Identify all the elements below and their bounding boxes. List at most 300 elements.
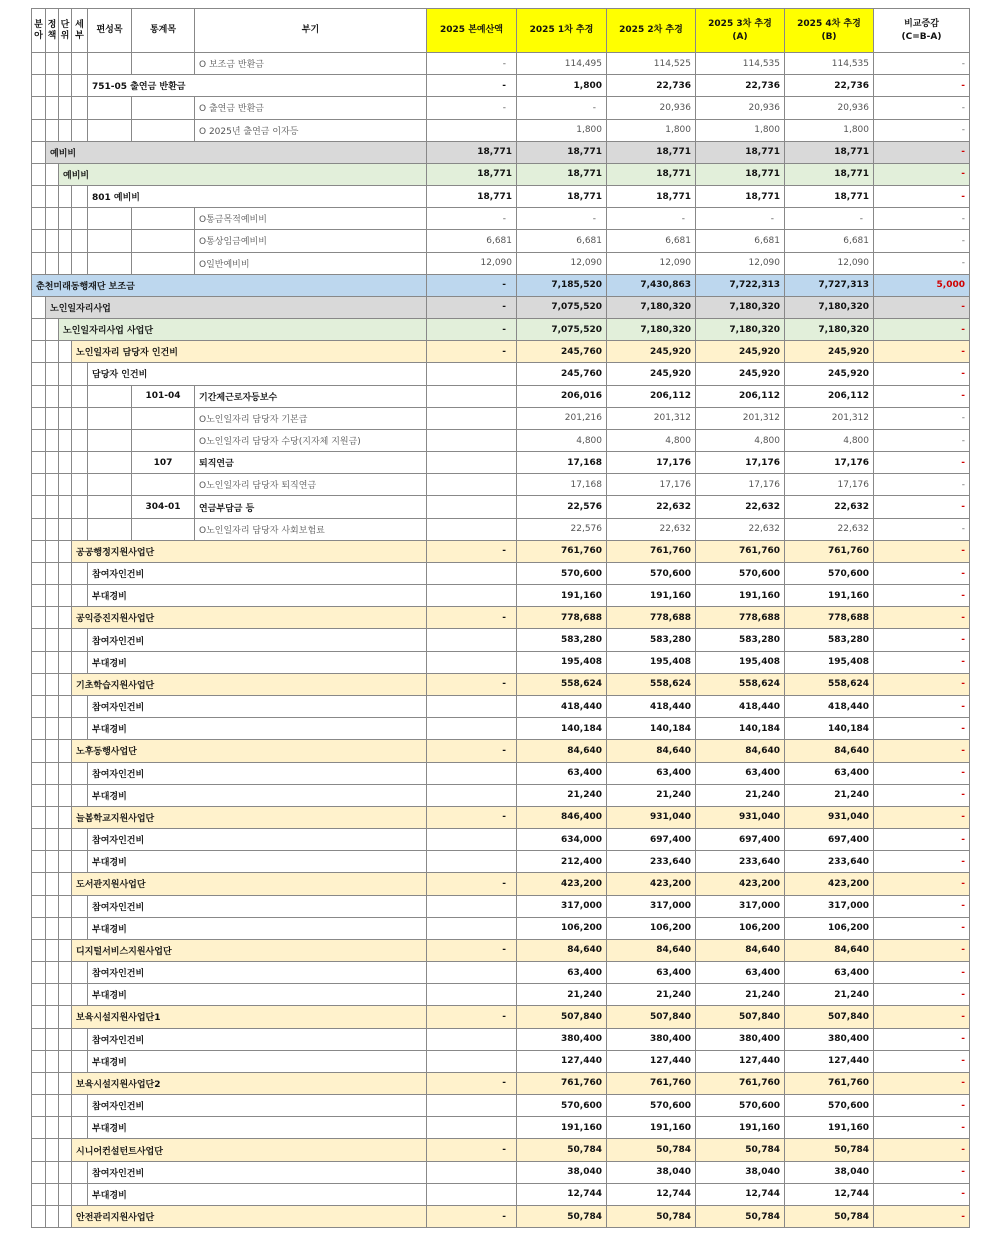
value-supp-2: 22,736	[607, 75, 696, 97]
indent-cell	[72, 984, 88, 1006]
value-budget-original: -	[427, 53, 517, 75]
indent-cell	[46, 917, 59, 939]
table-row	[32, 75, 970, 97]
indent-cell	[32, 562, 46, 584]
indent-cell	[32, 1139, 46, 1161]
value-supp-2: 63,400	[607, 762, 696, 784]
table-row	[32, 452, 970, 474]
value-budget-original: 18,771	[427, 163, 517, 185]
indent-cell	[46, 163, 59, 185]
value-comparison: 5,000	[874, 274, 970, 296]
row-label: O 보조금 반환금	[195, 53, 427, 75]
indent-cell	[59, 695, 72, 717]
indent-cell	[32, 1050, 46, 1072]
value-supp-3: 21,240	[696, 984, 785, 1006]
value-comparison: -	[874, 984, 970, 1006]
table-row	[32, 518, 970, 540]
value-comparison: -	[874, 518, 970, 540]
indent-cell	[46, 673, 59, 695]
indent-cell	[59, 873, 72, 895]
value-budget-original	[427, 452, 517, 474]
indent-cell	[32, 252, 46, 274]
indent-cell	[32, 962, 46, 984]
value-budget-original: 6,681	[427, 230, 517, 252]
value-supp-1: 206,016	[517, 385, 607, 407]
indent-cell	[59, 452, 72, 474]
indent-cell	[32, 984, 46, 1006]
row-label: 예비비	[46, 141, 427, 163]
value-budget-original: 18,771	[427, 186, 517, 208]
value-supp-3: 63,400	[696, 962, 785, 984]
row-label: 디지털서비스지원사업단	[72, 939, 427, 961]
value-supp-2: 7,180,320	[607, 319, 696, 341]
indent-cell	[46, 762, 59, 784]
indent-cell	[46, 585, 59, 607]
value-supp-3: 245,920	[696, 341, 785, 363]
value-supp-2: 931,040	[607, 806, 696, 828]
value-supp-2: 245,920	[607, 341, 696, 363]
value-budget-original	[427, 518, 517, 540]
value-supp-2: 195,408	[607, 651, 696, 673]
value-supp-3: 931,040	[696, 806, 785, 828]
value-supp-4: 18,771	[785, 141, 874, 163]
header-jeongchaek: 정 책	[46, 9, 59, 53]
value-budget-original	[427, 385, 517, 407]
value-supp-1: 245,760	[517, 363, 607, 385]
value-supp-3: 17,176	[696, 452, 785, 474]
value-budget-original: -	[427, 607, 517, 629]
indent-cell	[72, 252, 88, 274]
indent-cell	[46, 208, 59, 230]
value-budget-original: -	[427, 97, 517, 119]
value-supp-2: 18,771	[607, 141, 696, 163]
table-row	[32, 1072, 970, 1094]
value-supp-4: 1,800	[785, 119, 874, 141]
value-supp-3: 233,640	[696, 851, 785, 873]
table-row	[32, 873, 970, 895]
indent-cell	[88, 53, 132, 75]
value-supp-4: 12,090	[785, 252, 874, 274]
table-row	[32, 851, 970, 873]
value-supp-3: 12,090	[696, 252, 785, 274]
value-comparison: -	[874, 673, 970, 695]
value-comparison: -	[874, 429, 970, 451]
indent-cell	[32, 407, 46, 429]
value-supp-3: 191,160	[696, 585, 785, 607]
table-row	[32, 407, 970, 429]
indent-cell	[32, 97, 46, 119]
value-supp-2: 418,440	[607, 695, 696, 717]
row-label: O노인일자리 담당자 퇴직연금	[195, 474, 427, 496]
value-budget-original	[427, 429, 517, 451]
value-supp-4: 380,400	[785, 1028, 874, 1050]
row-label: 기간제근로자등보수	[195, 385, 427, 407]
indent-cell	[59, 829, 72, 851]
value-supp-1: 212,400	[517, 851, 607, 873]
indent-cell	[46, 75, 59, 97]
indent-cell	[46, 695, 59, 717]
value-supp-4: 201,312	[785, 407, 874, 429]
row-label: O노인일자리 담당자 기본급	[195, 407, 427, 429]
header-tonggyemok: 통계목	[132, 9, 195, 53]
row-label: 노인일자리 담당자 인건비	[72, 341, 427, 363]
indent-cell	[32, 1006, 46, 1028]
value-supp-1: 191,160	[517, 1117, 607, 1139]
indent-cell	[32, 1072, 46, 1094]
value-supp-2: 21,240	[607, 984, 696, 1006]
indent-cell	[32, 695, 46, 717]
value-budget-original: -	[427, 673, 517, 695]
value-supp-3: 317,000	[696, 895, 785, 917]
indent-cell	[72, 895, 88, 917]
value-supp-3: 245,920	[696, 363, 785, 385]
row-label: 부대경비	[88, 651, 427, 673]
value-budget-original	[427, 496, 517, 518]
value-comparison: -	[874, 163, 970, 185]
value-supp-1: 50,784	[517, 1139, 607, 1161]
indent-cell	[46, 984, 59, 1006]
value-comparison: -	[874, 607, 970, 629]
indent-cell	[72, 452, 88, 474]
value-supp-1: 63,400	[517, 762, 607, 784]
table-row	[32, 163, 970, 185]
value-supp-1: 7,075,520	[517, 296, 607, 318]
indent-cell	[32, 1095, 46, 1117]
table-row	[32, 252, 970, 274]
indent-cell	[46, 939, 59, 961]
value-supp-4: 778,688	[785, 607, 874, 629]
value-comparison: -	[874, 1050, 970, 1072]
value-supp-1: 4,800	[517, 429, 607, 451]
row-label: 참여자인건비	[88, 1095, 427, 1117]
value-supp-1: 84,640	[517, 740, 607, 762]
indent-cell	[32, 784, 46, 806]
indent-cell	[59, 97, 72, 119]
value-supp-4: 50,784	[785, 1139, 874, 1161]
indent-cell	[72, 496, 88, 518]
value-comparison: -	[874, 962, 970, 984]
value-budget-original	[427, 1161, 517, 1183]
value-supp-1: 507,840	[517, 1006, 607, 1028]
value-supp-1: 1,800	[517, 75, 607, 97]
value-supp-2: 84,640	[607, 939, 696, 961]
row-label: 퇴직연금	[195, 452, 427, 474]
value-supp-2: 191,160	[607, 1117, 696, 1139]
indent-cell	[46, 1139, 59, 1161]
indent-cell	[72, 186, 88, 208]
indent-cell	[59, 740, 72, 762]
value-supp-1: 106,200	[517, 917, 607, 939]
indent-cell	[59, 1205, 72, 1227]
value-supp-1: 761,760	[517, 540, 607, 562]
table-row	[32, 230, 970, 252]
value-supp-1: 245,760	[517, 341, 607, 363]
indent-cell	[32, 474, 46, 496]
value-supp-1: 50,784	[517, 1205, 607, 1227]
value-budget-original	[427, 1050, 517, 1072]
row-label: 참여자인건비	[88, 829, 427, 851]
value-supp-4: 4,800	[785, 429, 874, 451]
indent-cell	[59, 1161, 72, 1183]
indent-cell	[72, 1050, 88, 1072]
statistic-code: 304-01	[132, 496, 195, 518]
row-label: 도서관지원사업단	[72, 873, 427, 895]
value-supp-1: 191,160	[517, 585, 607, 607]
indent-cell	[32, 1205, 46, 1227]
value-supp-2: 778,688	[607, 607, 696, 629]
value-supp-3: 570,600	[696, 562, 785, 584]
header-pyeonseongmok: 편성목	[88, 9, 132, 53]
value-comparison: -	[874, 452, 970, 474]
indent-cell	[59, 496, 72, 518]
indent-cell	[72, 429, 88, 451]
value-supp-4: 317,000	[785, 895, 874, 917]
indent-cell	[32, 895, 46, 917]
indent-cell	[59, 1028, 72, 1050]
value-supp-2: 7,430,863	[607, 274, 696, 296]
row-label: 801 예비비	[88, 186, 427, 208]
value-supp-2: 233,640	[607, 851, 696, 873]
value-budget-original: -	[427, 540, 517, 562]
row-label: 부대경비	[88, 1183, 427, 1205]
value-supp-2: 18,771	[607, 186, 696, 208]
value-supp-4: -	[785, 208, 874, 230]
value-comparison: -	[874, 53, 970, 75]
value-comparison: -	[874, 651, 970, 673]
indent-cell	[59, 75, 72, 97]
value-supp-2: 583,280	[607, 629, 696, 651]
indent-cell	[59, 784, 72, 806]
row-label: 공익증진지원사업단	[72, 607, 427, 629]
value-budget-original	[427, 1028, 517, 1050]
value-supp-4: 583,280	[785, 629, 874, 651]
value-supp-1: 6,681	[517, 230, 607, 252]
value-supp-2: 7,180,320	[607, 296, 696, 318]
indent-cell	[59, 984, 72, 1006]
value-supp-4: 17,176	[785, 452, 874, 474]
row-label: O일반예비비	[195, 252, 427, 274]
value-supp-1: 380,400	[517, 1028, 607, 1050]
table-row	[32, 806, 970, 828]
value-supp-3: 418,440	[696, 695, 785, 717]
value-supp-4: 106,200	[785, 917, 874, 939]
value-budget-original	[427, 917, 517, 939]
value-supp-2: 570,600	[607, 1095, 696, 1117]
header-bunya: 분 아	[32, 9, 46, 53]
table-row	[32, 119, 970, 141]
indent-cell	[32, 496, 46, 518]
row-label: 보육시설지원사업단2	[72, 1072, 427, 1094]
value-budget-original: -	[427, 274, 517, 296]
indent-cell	[32, 762, 46, 784]
indent-cell	[72, 695, 88, 717]
indent-cell	[132, 119, 195, 141]
value-supp-1: 22,576	[517, 518, 607, 540]
value-supp-2: 507,840	[607, 1006, 696, 1028]
header-comparison: 비교증감 (C=B-A)	[874, 9, 970, 53]
value-supp-2: 50,784	[607, 1139, 696, 1161]
value-supp-3: 106,200	[696, 917, 785, 939]
table-row	[32, 540, 970, 562]
row-label: 부대경비	[88, 851, 427, 873]
value-comparison: -	[874, 385, 970, 407]
row-label: 노후동행사업단	[72, 740, 427, 762]
value-comparison: -	[874, 1028, 970, 1050]
value-comparison: -	[874, 97, 970, 119]
table-row	[32, 296, 970, 318]
value-supp-4: 191,160	[785, 1117, 874, 1139]
value-supp-2: 245,920	[607, 363, 696, 385]
value-supp-1: 761,760	[517, 1072, 607, 1094]
value-supp-3: 201,312	[696, 407, 785, 429]
indent-cell	[88, 385, 132, 407]
statistic-code: 107	[132, 452, 195, 474]
value-supp-1: 12,744	[517, 1183, 607, 1205]
value-supp-2: 570,600	[607, 562, 696, 584]
row-label: 부대경비	[88, 718, 427, 740]
row-label: 참여자인건비	[88, 695, 427, 717]
indent-cell	[59, 1006, 72, 1028]
header-supp-2: 2025 2차 추경	[607, 9, 696, 53]
value-supp-2: 1,800	[607, 119, 696, 141]
value-supp-4: 17,176	[785, 474, 874, 496]
indent-cell	[32, 829, 46, 851]
value-supp-2: 380,400	[607, 1028, 696, 1050]
row-label: 늘봄학교지원사업단	[72, 806, 427, 828]
indent-cell	[59, 385, 72, 407]
value-comparison: -	[874, 762, 970, 784]
indent-cell	[59, 363, 72, 385]
indent-cell	[32, 1028, 46, 1050]
value-supp-1: 7,185,520	[517, 274, 607, 296]
table-row	[32, 829, 970, 851]
value-comparison: -	[874, 784, 970, 806]
table-row	[32, 341, 970, 363]
value-supp-3: 140,184	[696, 718, 785, 740]
value-budget-original	[427, 585, 517, 607]
indent-cell	[46, 1183, 59, 1205]
value-budget-original: -	[427, 75, 517, 97]
indent-cell	[72, 1161, 88, 1183]
indent-cell	[59, 474, 72, 496]
indent-cell	[32, 607, 46, 629]
indent-cell	[72, 97, 88, 119]
value-supp-2: 17,176	[607, 474, 696, 496]
value-supp-4: 12,744	[785, 1183, 874, 1205]
indent-cell	[46, 1006, 59, 1028]
table-row	[32, 695, 970, 717]
indent-cell	[59, 806, 72, 828]
value-comparison: -	[874, 540, 970, 562]
indent-cell	[46, 1028, 59, 1050]
value-supp-3: 12,744	[696, 1183, 785, 1205]
indent-cell	[59, 962, 72, 984]
table-row	[32, 474, 970, 496]
value-budget-original: -	[427, 341, 517, 363]
indent-cell	[72, 1028, 88, 1050]
value-supp-3: 84,640	[696, 939, 785, 961]
indent-cell	[59, 917, 72, 939]
value-supp-3: 7,180,320	[696, 296, 785, 318]
value-supp-3: 21,240	[696, 784, 785, 806]
indent-cell	[32, 75, 46, 97]
value-supp-1: 84,640	[517, 939, 607, 961]
indent-cell	[72, 518, 88, 540]
value-comparison: -	[874, 496, 970, 518]
indent-cell	[46, 829, 59, 851]
value-budget-original	[427, 851, 517, 873]
value-comparison: -	[874, 562, 970, 584]
indent-cell	[88, 230, 132, 252]
indent-cell	[46, 718, 59, 740]
value-budget-original	[427, 984, 517, 1006]
indent-cell	[59, 718, 72, 740]
value-supp-4: 127,440	[785, 1050, 874, 1072]
value-comparison: -	[874, 1095, 970, 1117]
indent-cell	[32, 208, 46, 230]
table-row	[32, 585, 970, 607]
value-supp-1: 558,624	[517, 673, 607, 695]
value-supp-2: 20,936	[607, 97, 696, 119]
indent-cell	[88, 208, 132, 230]
value-supp-2: 21,240	[607, 784, 696, 806]
indent-cell	[46, 562, 59, 584]
row-label: 기초학습지원사업단	[72, 673, 427, 695]
header-supp-4: 2025 4차 추경 (B)	[785, 9, 874, 53]
indent-cell	[59, 1139, 72, 1161]
value-supp-3: 7,722,313	[696, 274, 785, 296]
header-budget-original: 2025 본예산액	[427, 9, 517, 53]
indent-cell	[32, 673, 46, 695]
value-supp-2: 6,681	[607, 230, 696, 252]
indent-cell	[72, 917, 88, 939]
value-supp-4: 245,920	[785, 341, 874, 363]
value-supp-4: 570,600	[785, 562, 874, 584]
value-supp-4: 233,640	[785, 851, 874, 873]
indent-cell	[46, 119, 59, 141]
value-budget-original: 18,771	[427, 141, 517, 163]
value-supp-1: 201,216	[517, 407, 607, 429]
value-supp-1: 423,200	[517, 873, 607, 895]
value-budget-original	[427, 695, 517, 717]
table-row	[32, 97, 970, 119]
indent-cell	[32, 163, 46, 185]
value-supp-3: 18,771	[696, 186, 785, 208]
indent-cell	[46, 429, 59, 451]
indent-cell	[59, 186, 72, 208]
value-supp-2: 140,184	[607, 718, 696, 740]
table-row	[32, 429, 970, 451]
indent-cell	[88, 407, 132, 429]
value-supp-4: 195,408	[785, 651, 874, 673]
indent-cell	[46, 363, 59, 385]
indent-cell	[46, 474, 59, 496]
value-supp-3: 195,408	[696, 651, 785, 673]
row-label: 부대경비	[88, 984, 427, 1006]
indent-cell	[72, 629, 88, 651]
indent-cell	[32, 740, 46, 762]
indent-cell	[72, 385, 88, 407]
value-supp-4: 22,632	[785, 518, 874, 540]
value-comparison: -	[874, 873, 970, 895]
indent-cell	[32, 873, 46, 895]
indent-cell	[59, 939, 72, 961]
table-row	[32, 762, 970, 784]
value-supp-2: 12,744	[607, 1183, 696, 1205]
value-supp-2: 18,771	[607, 163, 696, 185]
value-supp-1: 38,040	[517, 1161, 607, 1183]
value-supp-3: 1,800	[696, 119, 785, 141]
